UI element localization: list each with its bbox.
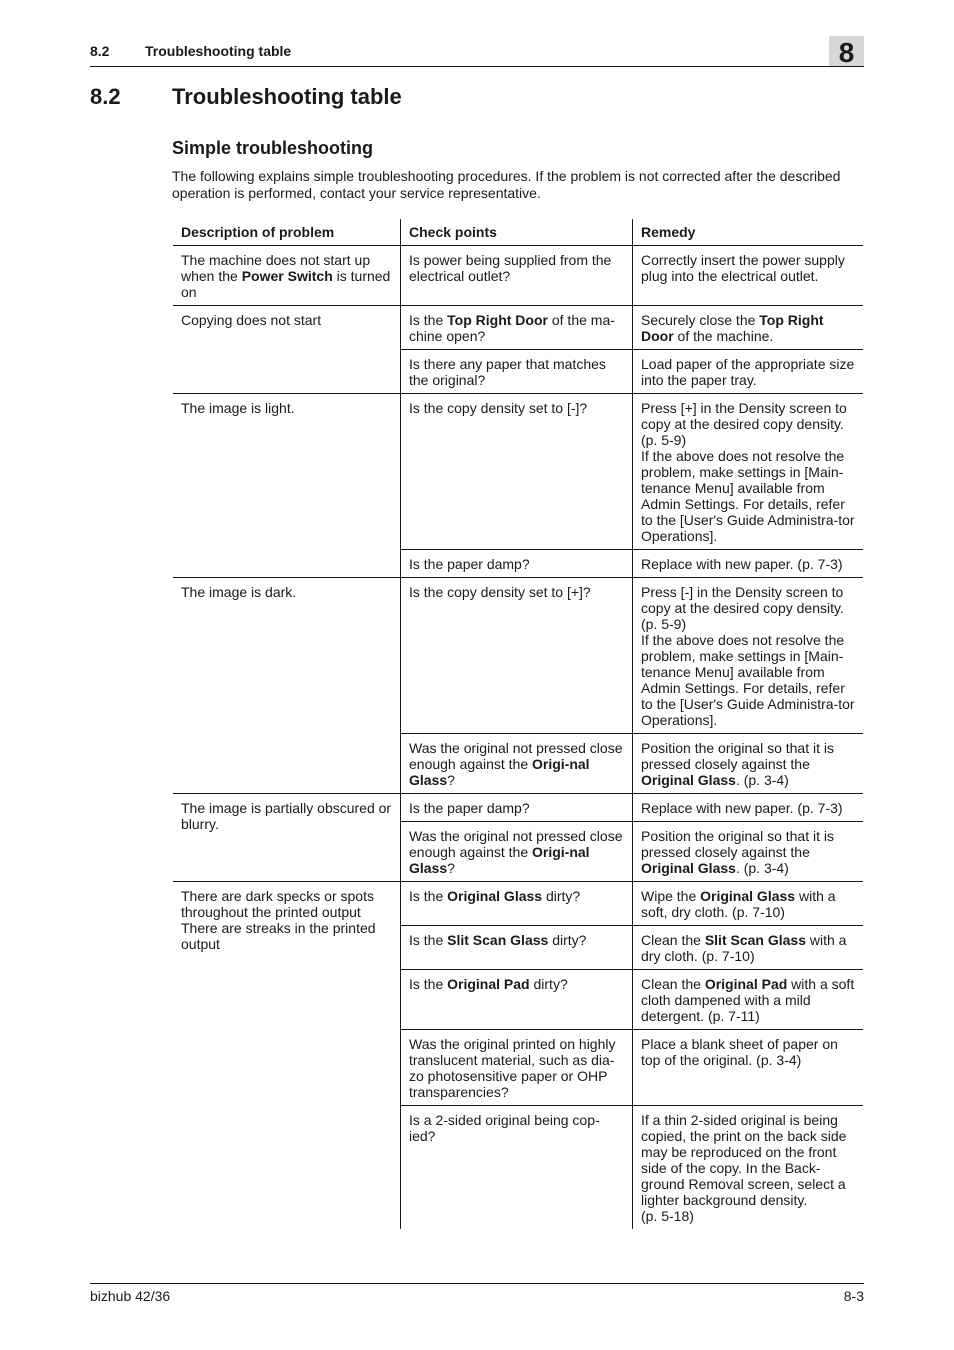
remedy-cell: Clean the Original Pad with a soft cloth dampened with a mild detergent. (p. 7-11) [633, 970, 864, 1030]
problem-cell: There are dark specks or spots throughout the printed output There are streaks in the printed output [181, 888, 376, 952]
section-number: 8.2 [90, 84, 121, 109]
remedy-cell: Correctly insert the power supply plug into the electrical outlet. [633, 246, 864, 306]
remedy-cell: Replace with new paper. (p. 7-3) [633, 550, 864, 578]
remedy-cell: Press [+] in the Density screen to copy at the desired copy density. (p. 5-9) If the above does not resolve the problem, make settings in [Main-tenance Menu] available from Admin Settings. For details, refer to the [User's Guide Administra-tor Operations]. [633, 394, 864, 550]
table-row [173, 578, 863, 734]
table-header-row [173, 219, 863, 246]
remedy-cell: Position the original so that it is pressed closely against the Original Glass. (p. 3-4) [633, 734, 864, 794]
problem-cell: The image is partially obscured or blurry. [173, 794, 401, 882]
problem-cell: Copying does not start [173, 306, 401, 394]
check-cell: Is the paper damp? [401, 794, 633, 822]
section-heading [90, 84, 402, 110]
check-cell: Was the original printed on highly translucent material, such as dia-zo photosensitive paper or OHP transparencies? [401, 1030, 633, 1106]
check-cell: Is the copy density set to [+]? [401, 578, 633, 734]
check-cell: Is the Top Right Door of the ma-chine open? [401, 306, 633, 350]
header-remedy: Remedy [633, 219, 864, 246]
remedy-cell: Securely close the Top Right Door of the machine. [633, 306, 864, 350]
remedy-cell: Position the original so that it is pressed closely against the Original Glass. (p. 3-4) [633, 822, 864, 882]
check-cell: Is the Original Pad dirty? [401, 970, 633, 1030]
table-row [173, 306, 863, 350]
remedy-cell: Place a blank sheet of paper on top of the original. (p. 3-4) [633, 1030, 864, 1106]
table-row [173, 794, 863, 822]
intro-paragraph: The following explains simple troubleshooting procedures. If the problem is not corrected after the described operation is performed, contact your service representative. [172, 168, 841, 201]
table-row [173, 394, 863, 550]
check-cell: Is the Original Glass dirty? [401, 882, 633, 926]
check-cell: Is power being supplied from the electrical outlet? [401, 246, 633, 306]
footer-rule [90, 1283, 864, 1284]
table-row [173, 882, 863, 926]
check-cell: Is there any paper that matches the original? [401, 350, 633, 394]
remedy-cell: Press [-] in the Density screen to copy at the desired copy density. (p. 5-9) If the above does not resolve the problem, make settings in [Main-tenance Menu] available from Admin Settings. For details, refer to the [User's Guide Administra-tor Operations]. [633, 578, 864, 734]
table-row [173, 246, 863, 306]
remedy-cell: Clean the Slit Scan Glass with a dry cloth. (p. 7-10) [633, 926, 864, 970]
remedy-cell: Load paper of the appropriate size into the paper tray. [633, 350, 864, 394]
remedy-cell: If a thin 2-sided original is being copied, the print on the back side may be reproduced on the front side of the copy. In the Back-ground Removal screen, select a lighter background density. (p. 5-18) [633, 1106, 864, 1230]
troubleshooting-table [173, 219, 863, 1229]
header-section-number: 8.2 [90, 43, 110, 59]
footer-page-number: 8-3 [843, 1288, 864, 1304]
check-cell: Is the copy density set to [-]? [401, 394, 633, 550]
running-header [90, 40, 864, 67]
remedy-cell: Wipe the Original Glass with a soft, dry cloth. (p. 7-10) [633, 882, 864, 926]
problem-cell: The image is light. [173, 394, 401, 578]
header-section-title: Troubleshooting table [145, 43, 292, 59]
header-description: Description of problem [173, 219, 401, 246]
header-check-points: Check points [401, 219, 633, 246]
subsection-heading: Simple troubleshooting [172, 138, 373, 158]
check-cell: Is the Slit Scan Glass dirty? [401, 926, 633, 970]
remedy-cell: Replace with new paper. (p. 7-3) [633, 794, 864, 822]
footer-product-name: bizhub 42/36 [90, 1288, 171, 1304]
chapter-number-badge: 8 [829, 36, 864, 66]
problem-cell: The image is dark. [173, 578, 401, 794]
check-cell: Was the original not pressed close enough against the Origi-nal Glass? [401, 734, 633, 794]
check-cell: Is the paper damp? [401, 550, 633, 578]
problem-cell: The machine does not start up when the Power Switch is turned on [173, 246, 401, 306]
check-cell: Is a 2-sided original being cop-ied? [401, 1106, 633, 1230]
check-cell: Was the original not pressed close enough against the Origi-nal Glass? [401, 822, 633, 882]
section-title: Troubleshooting table [172, 84, 402, 109]
